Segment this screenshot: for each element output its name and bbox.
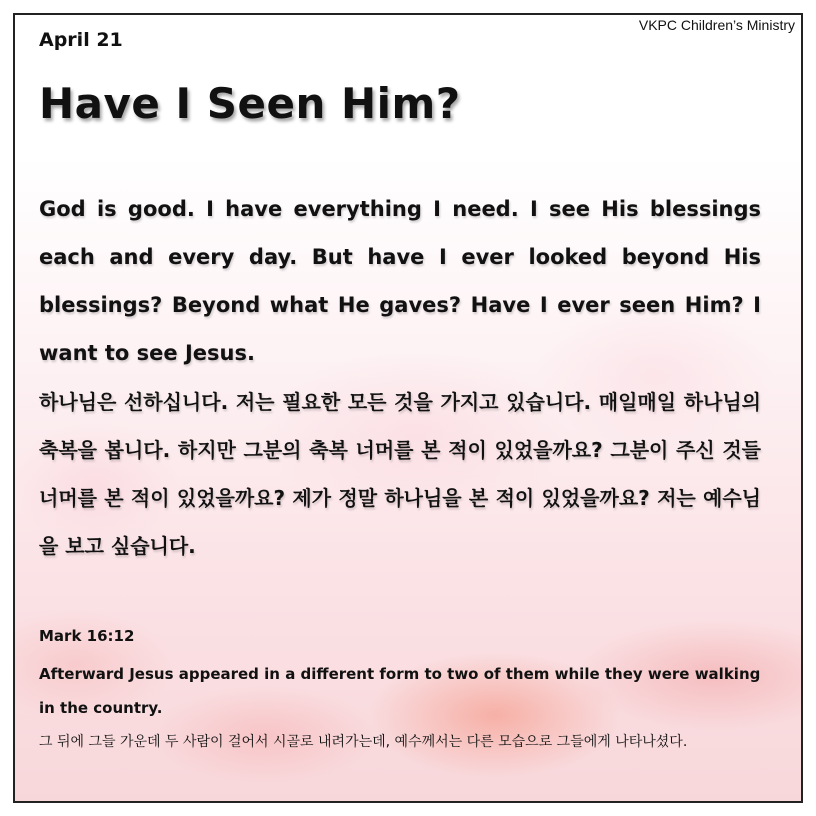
ministry-name: VKPC Children’s Ministry bbox=[638, 17, 795, 33]
devotional-card bbox=[13, 13, 803, 803]
date-label: April 21 bbox=[39, 29, 123, 51]
devotion-text-korean: 하나님은 선하십니다. 저는 필요한 모든 것을 가지고 있습니다. 매일매일 하나님의 축복을 봅니다. 하지만 그분의 축복 너머를 본 적이 있었을까요? 그분이 주신 것들 너머를 본 적이 있었을까요? 제가 정말 하나님을 본 적이 있었을까요? 저는 예수님을 보고 싶습니다. bbox=[39, 390, 761, 558]
verse-text-korean: 그 뒤에 그들 가운데 두 사람이 걸어서 시골로 내려가는데, 예수께서는 다른 모습으로 그들에게 나타나셨다. bbox=[39, 734, 688, 750]
verse-reference: Mark 16:12 bbox=[39, 627, 135, 645]
devotion-text-english: God is good. I have everything I need. I see His blessings each and every day. But have I ever looked beyond His blessings? Beyond what He gaves? Have I ever seen Him? I want to see Jesus. bbox=[39, 197, 761, 365]
page-title: Have I Seen Him? bbox=[39, 79, 461, 128]
verse-text-english: Afterward Jesus appeared in a different form to two of them while they were walking in the country. bbox=[39, 665, 761, 717]
